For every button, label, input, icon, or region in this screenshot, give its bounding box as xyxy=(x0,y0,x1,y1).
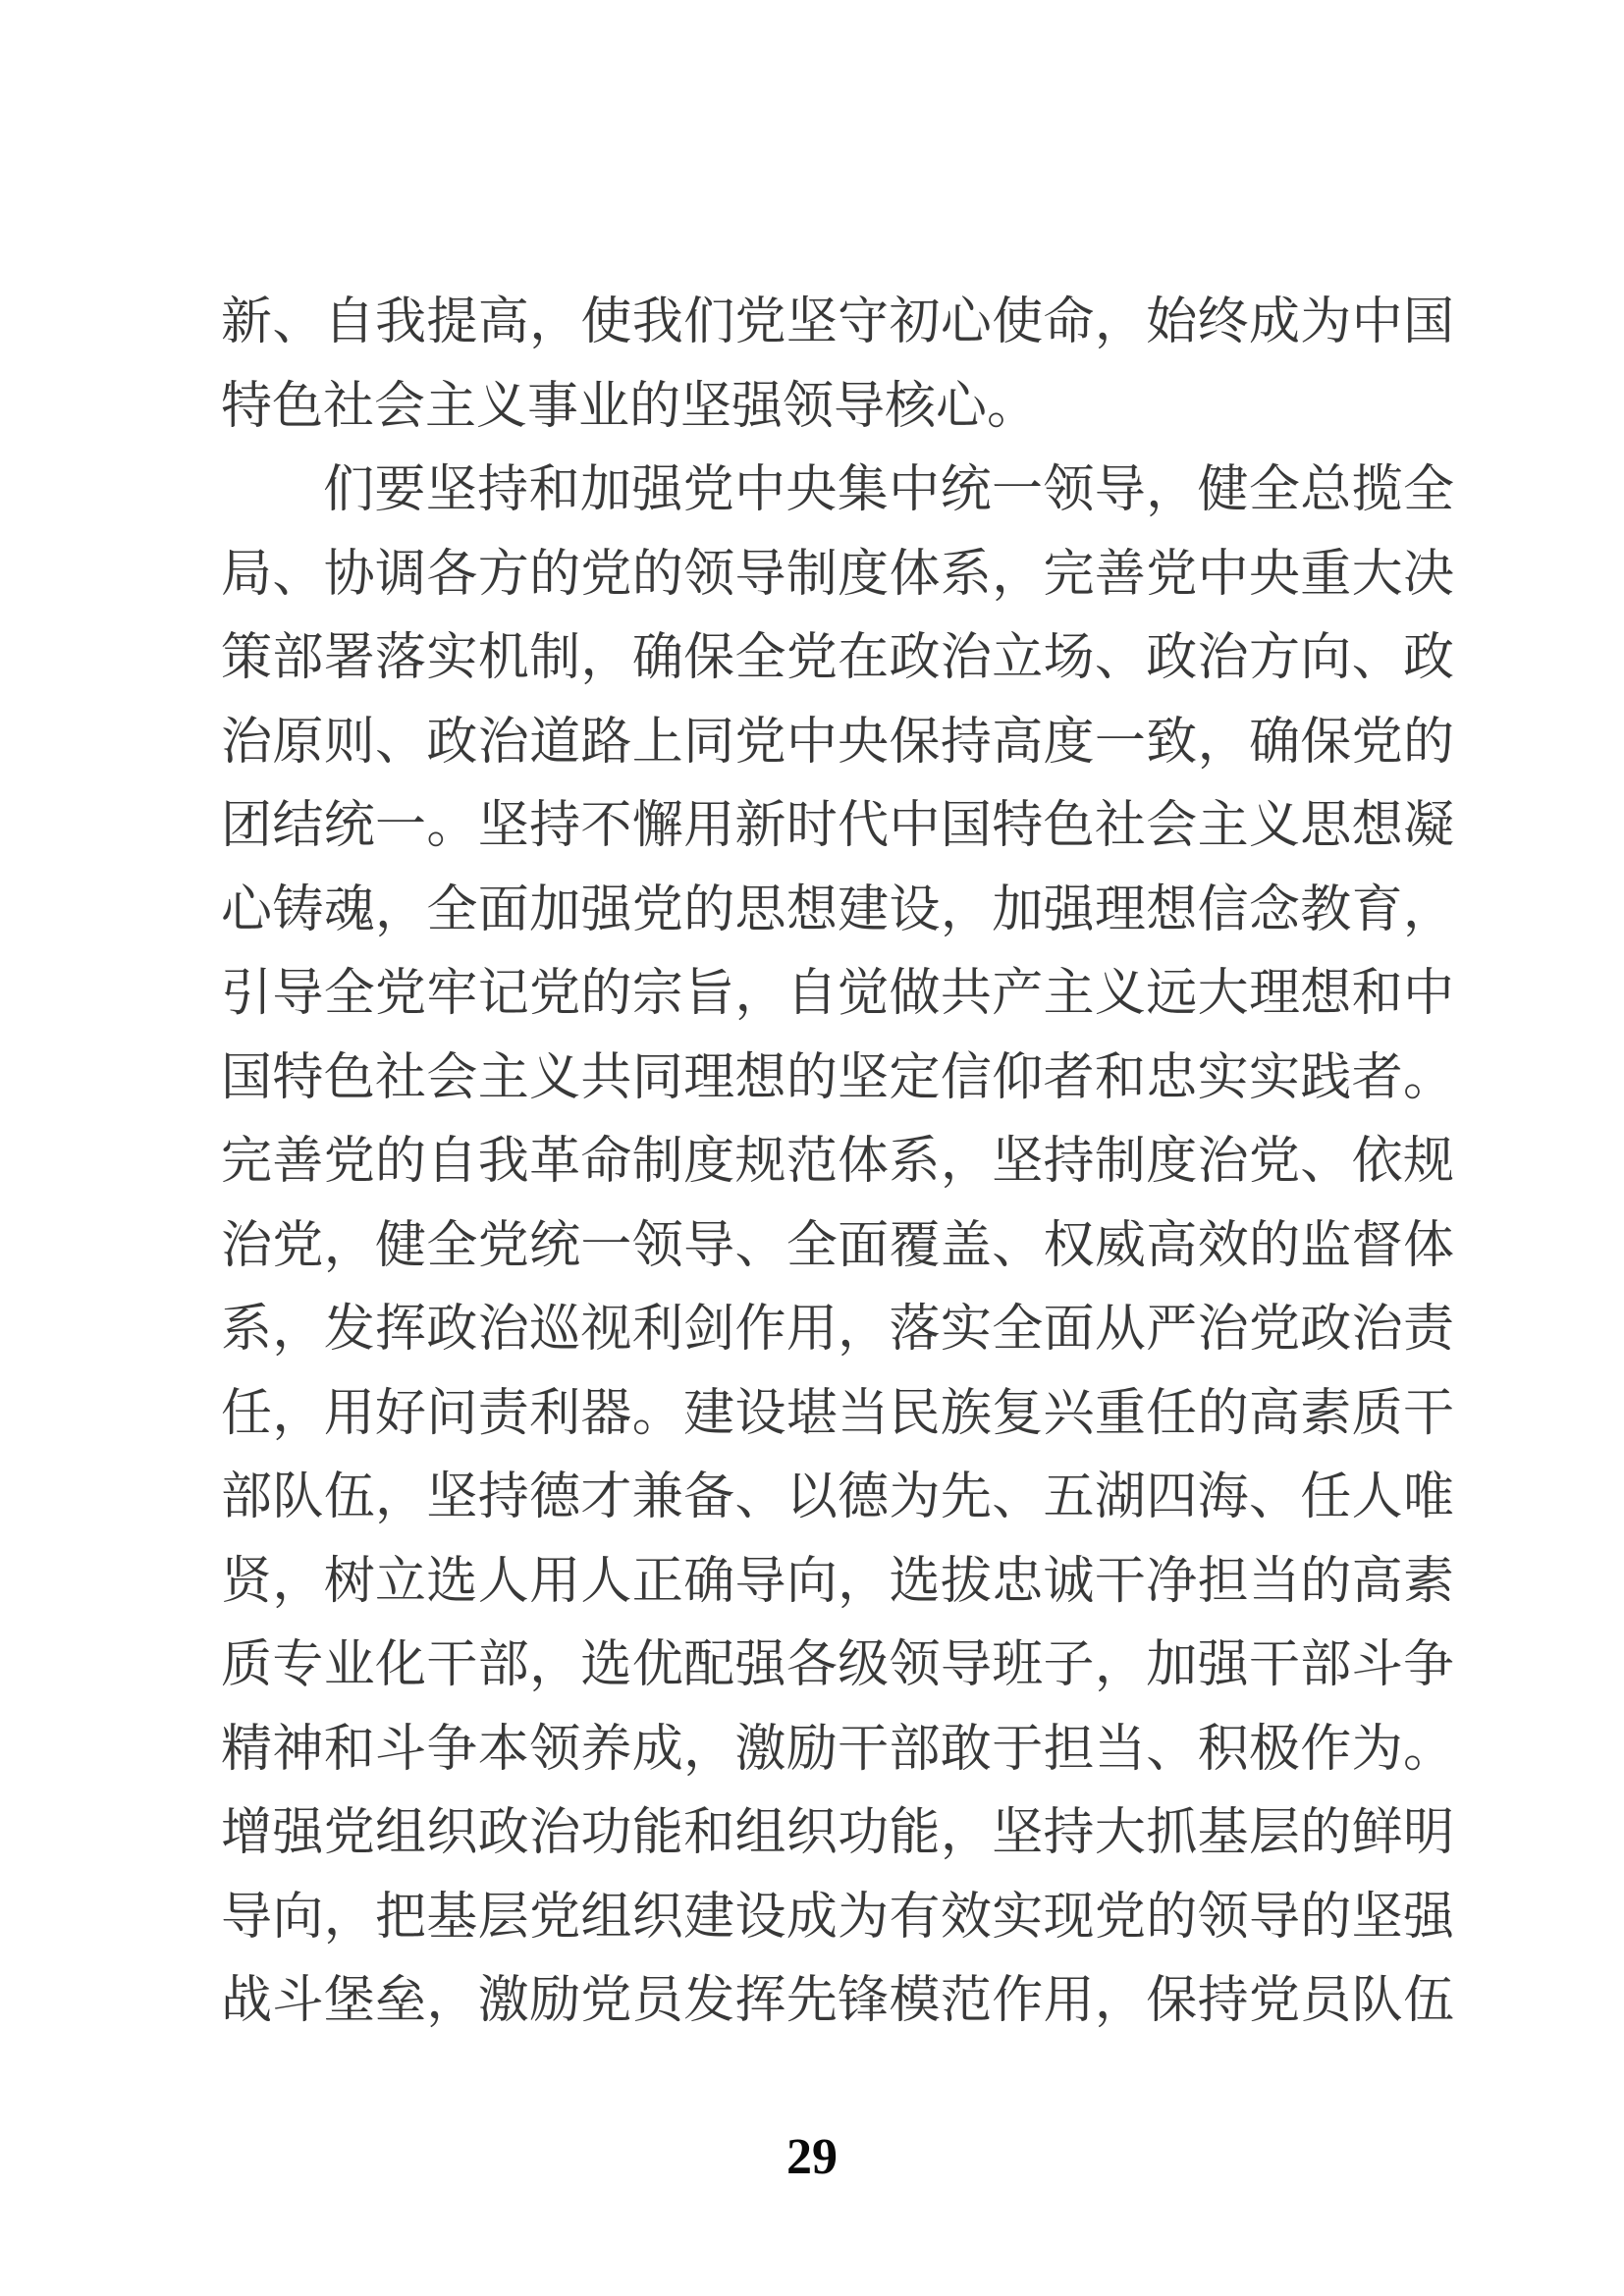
text-line: 治党，健全党统一领导、全面覆盖、权威高效的监督体 xyxy=(221,1217,1454,1274)
text-line: 部队伍，坚持德才兼备、以德为先、五湖四海、任人唯 xyxy=(221,1469,1454,1525)
text-line: 特色社会主义事业的坚强领导核心。 xyxy=(221,378,1039,435)
text-line: 贤，树立选人用人正确导向，选拔忠诚干净担当的高素 xyxy=(221,1553,1454,1610)
text-line: 完善党的自我革命制度规范体系，坚持制度治党、依规 xyxy=(221,1134,1454,1190)
text-line: 局、协调各方的党的领导制度体系，完善党中央重大决 xyxy=(221,546,1454,603)
text-line: 策部署落实机制，确保全党在政治立场、政治方向、政 xyxy=(221,630,1454,686)
text-line: 新、自我提高，使我们党坚守初心使命，始终成为中国 xyxy=(221,294,1454,350)
text-line: 心铸魂，全面加强党的思想建设，加强理想信念教育， xyxy=(221,881,1454,938)
text-line: 导向，把基层党组织建设成为有效实现党的领导的坚强 xyxy=(221,1889,1454,1946)
body-text xyxy=(221,281,1454,2044)
text-line: 战斗堡垒，激励党员发挥先锋模范作用，保持党员队伍 xyxy=(221,1973,1454,2029)
text-line: 团结统一。坚持不懈用新时代中国特色社会主义思想凝 xyxy=(221,798,1454,854)
page-number: 29 xyxy=(786,2129,838,2185)
text-line: 任，用好问责利器。建设堪当民族复兴重任的高素质干 xyxy=(221,1385,1454,1442)
text-line: 精神和斗争本领养成，激励干部敢于担当、积极作为。 xyxy=(221,1721,1454,1778)
text-line: 国特色社会主义共同理想的坚定信仰者和忠实实践者。 xyxy=(221,1049,1454,1106)
text-line: 治原则、政治道路上同党中央保持高度一致，确保党的 xyxy=(221,714,1454,771)
text-line: 质专业化干部，选优配强各级领导班子，加强干部斗争 xyxy=(221,1637,1454,1693)
text-line: 引导全党牢记党的宗旨，自觉做共产主义远大理想和中 xyxy=(221,966,1454,1022)
text-line: 增强党组织政治功能和组织功能，坚持大抓基层的鲜明 xyxy=(221,1805,1454,1861)
text-line: 系，发挥政治巡视利剑作用，落实全面从严治党政治责 xyxy=(221,1302,1454,1358)
text-line: 们要坚持和加强党中央集中统一领导，健全总揽全 xyxy=(323,462,1454,518)
